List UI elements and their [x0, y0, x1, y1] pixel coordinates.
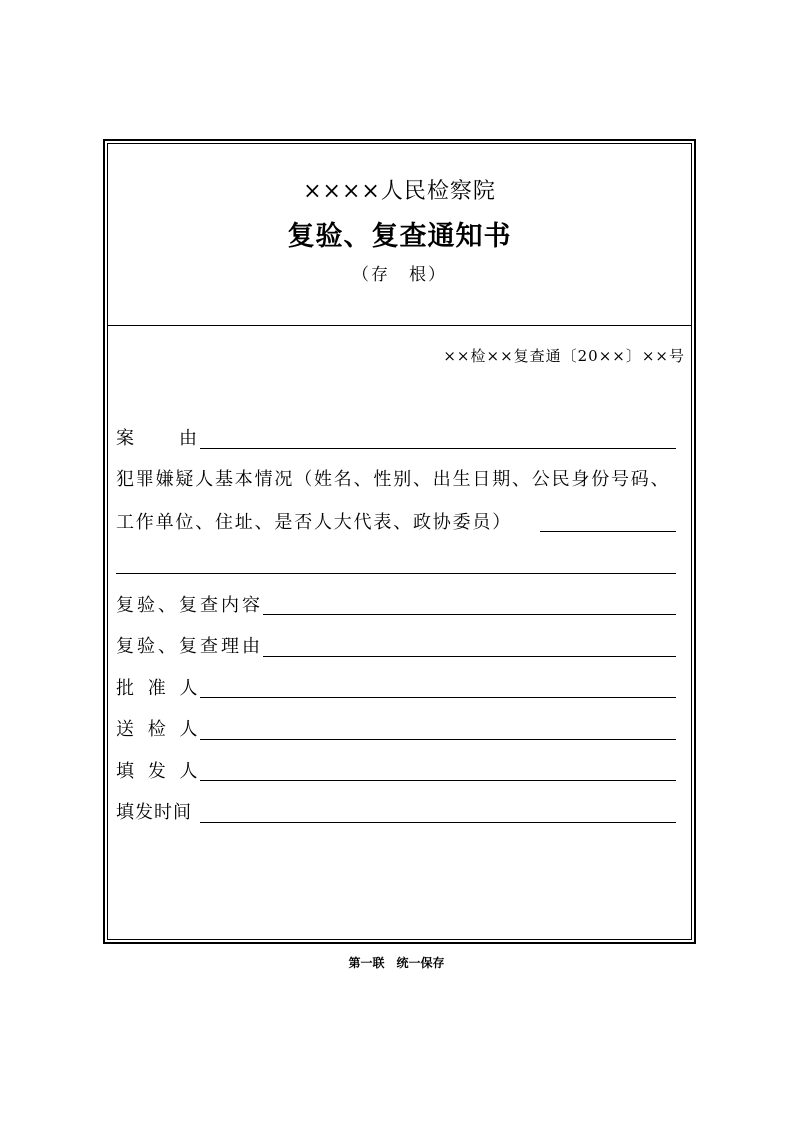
issuer-label: 填 发 人 — [116, 761, 202, 782]
issue-time-label: 填发时间 — [116, 802, 192, 823]
suspect-info-label-line1: 犯罪嫌疑人基本情况（姓名、性别、出生日期、公民身份号码、 — [116, 469, 671, 490]
procuratorate-name: ××××人民检察院 — [303, 179, 496, 204]
form-inner-border — [107, 143, 692, 940]
submitter-line[interactable] — [200, 739, 676, 740]
case-reason-line[interactable] — [200, 448, 676, 449]
issue-time-line[interactable] — [200, 822, 676, 823]
content-line[interactable] — [263, 614, 676, 615]
approver-line[interactable] — [200, 697, 676, 698]
form-header — [108, 144, 691, 326]
reason-label: 复验、复查理由 — [116, 636, 263, 657]
reason-line[interactable] — [263, 656, 676, 657]
content-label: 复验、复查内容 — [116, 595, 263, 616]
copy-note: 第一联 统一保存 — [348, 956, 445, 970]
document-title: 复验、复查通知书 — [287, 221, 512, 252]
suspect-info-extra-line[interactable] — [116, 573, 676, 574]
case-reason-label: 案 由 — [116, 428, 200, 449]
submitter-label: 送 检 人 — [116, 719, 202, 740]
approver-label: 批 准 人 — [116, 678, 202, 699]
form-outer-border — [103, 139, 696, 944]
document-number: ××检××复查通〔20××〕××号 — [443, 347, 685, 365]
issuer-line[interactable] — [200, 780, 676, 781]
stub-label: （存 根） — [352, 265, 447, 285]
suspect-info-label-line2: 工作单位、住址、是否人大代表、政协委员） — [116, 512, 512, 533]
suspect-info-line[interactable] — [540, 531, 676, 532]
